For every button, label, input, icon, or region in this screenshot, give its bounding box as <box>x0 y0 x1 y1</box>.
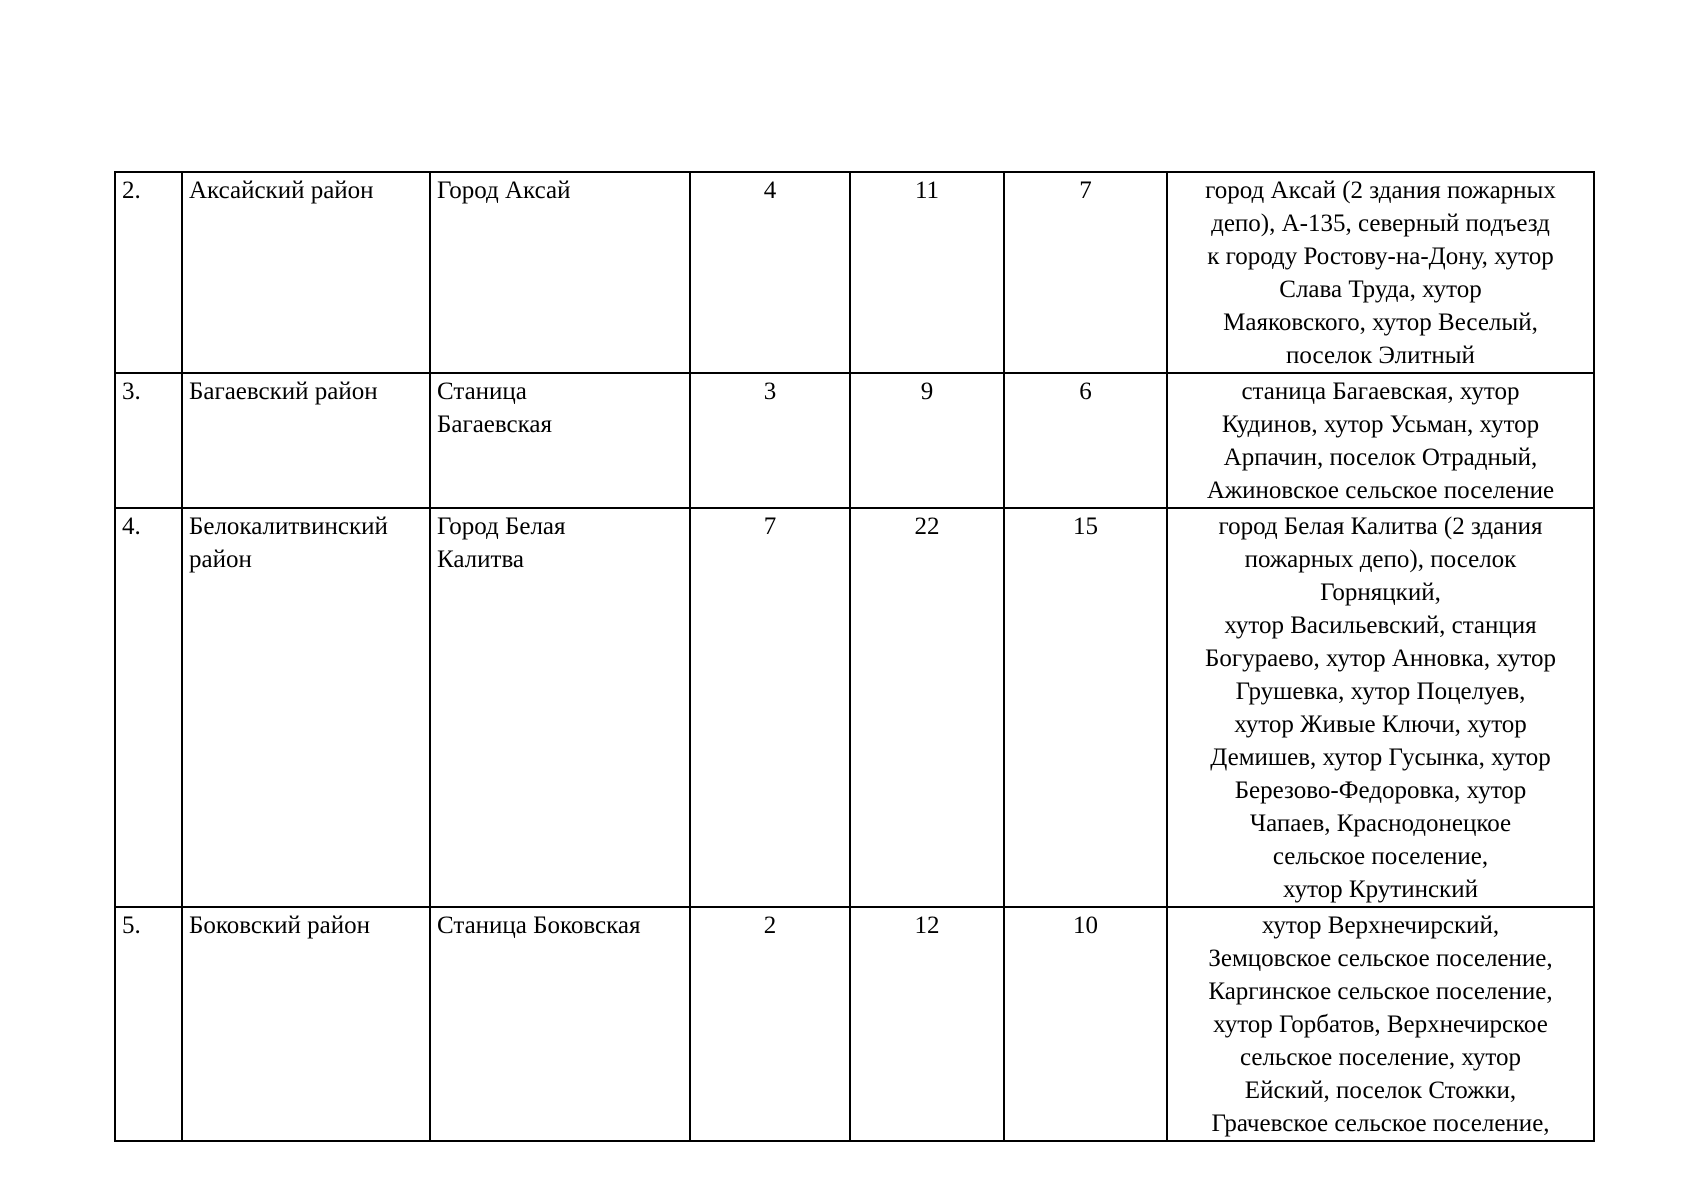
center-cell <box>430 172 690 373</box>
places-line: хутор Горбатов, Верхнечирское <box>1213 1011 1548 1038</box>
row-number <box>115 373 182 508</box>
count-c: 6 <box>1079 378 1092 405</box>
district-cell <box>182 508 430 907</box>
places-cell <box>1167 172 1594 373</box>
count-cell-a <box>690 907 850 1141</box>
center-cell <box>430 373 690 508</box>
center-line: Станица Боковская <box>437 912 641 939</box>
places-line: Богураево, хутор Анновка, хутор <box>1205 645 1556 672</box>
places-line: Грачевское сельское поселение, <box>1211 1110 1550 1137</box>
district-cell <box>182 172 430 373</box>
count-a: 3 <box>763 378 777 405</box>
places-line: хутор Васильевский, станция <box>1224 612 1537 639</box>
center-cell <box>430 907 690 1141</box>
count-cell-b <box>850 373 1004 508</box>
count-c: 15 <box>1073 513 1098 540</box>
places-line: Березово-Федоровка, хутор <box>1234 777 1527 804</box>
district-line: Белокалитвинский <box>189 513 388 540</box>
places-line: Ажиновское сельское поселение <box>1206 477 1555 504</box>
center-line: Город Белая <box>437 513 566 540</box>
district-cell <box>182 373 430 508</box>
district-cell <box>182 907 430 1141</box>
places-line: к городу Ростову-на-Дону, хутор <box>1207 243 1554 270</box>
center-line: Город Аксай <box>437 177 571 204</box>
row-number-text: 5. <box>122 912 141 939</box>
fire-stations-table <box>114 171 1595 1142</box>
places-line: город Аксай (2 здания пожарных <box>1205 177 1556 204</box>
places-line: пожарных депо), поселок <box>1244 546 1517 573</box>
count-c: 7 <box>1079 177 1092 204</box>
places-line: Горняцкий, <box>1320 579 1441 606</box>
table-row <box>115 172 1594 373</box>
count-cell-c <box>1004 373 1167 508</box>
table-row <box>115 508 1594 907</box>
count-cell-a <box>690 172 850 373</box>
count-a: 7 <box>763 513 777 540</box>
count-cell-b <box>850 172 1004 373</box>
row-number <box>115 508 182 907</box>
places-line: Каргинское сельское поселение, <box>1208 978 1553 1005</box>
places-line: депо), А-135, северный подъезд <box>1211 210 1550 237</box>
row-number-text: 2. <box>122 177 141 204</box>
places-line: хутор Крутинский <box>1283 876 1478 903</box>
count-cell-c <box>1004 508 1167 907</box>
district-line: Боковский район <box>189 912 370 939</box>
count-cell-a <box>690 373 850 508</box>
places-line: Земцовское сельское поселение, <box>1208 945 1553 972</box>
count-b: 11 <box>914 177 940 204</box>
row-number-text: 3. <box>122 378 141 405</box>
places-cell <box>1167 508 1594 907</box>
table-row <box>115 907 1594 1141</box>
table-body <box>115 172 1594 1141</box>
row-number <box>115 907 182 1141</box>
count-cell-b <box>850 508 1004 907</box>
count-cell-b <box>850 907 1004 1141</box>
count-a: 2 <box>763 912 777 939</box>
count-cell-c <box>1004 172 1167 373</box>
places-line: Ейский, поселок Стожки, <box>1244 1077 1517 1104</box>
places-line: Арпачин, поселок Отрадный, <box>1223 444 1538 471</box>
district-line: Багаевский район <box>189 378 378 405</box>
places-line: поселок Элитный <box>1286 342 1475 369</box>
district-line: район <box>189 546 252 573</box>
places-line: Маяковского, хутор Веселый, <box>1223 309 1538 336</box>
count-b: 9 <box>920 378 934 405</box>
count-b: 12 <box>914 912 940 939</box>
center-line: Станица <box>437 378 527 405</box>
places-line: хутор Верхнечирский, <box>1261 912 1500 939</box>
places-line: сельское поселение, хутор <box>1239 1044 1522 1071</box>
center-line: Багаевская <box>437 411 553 438</box>
table-row <box>115 373 1594 508</box>
places-line: Грушевка, хутор Поцелуев, <box>1235 678 1526 705</box>
places-line: Демишев, хутор Гусынка, хутор <box>1210 744 1551 771</box>
center-cell <box>430 508 690 907</box>
places-line: хутор Живые Ключи, хутор <box>1234 711 1527 738</box>
places-cell <box>1167 373 1594 508</box>
count-cell-a <box>690 508 850 907</box>
places-line: Слава Труда, хутор <box>1279 276 1482 303</box>
places-line: станица Багаевская, хутор <box>1241 378 1520 405</box>
places-line: Кудинов, хутор Усьман, хутор <box>1221 411 1540 438</box>
count-b: 22 <box>914 513 940 540</box>
count-a: 4 <box>763 177 777 204</box>
row-number <box>115 172 182 373</box>
places-line: сельское поселение, <box>1272 843 1489 870</box>
count-cell-c <box>1004 907 1167 1141</box>
district-line: Аксайский район <box>189 177 374 204</box>
places-line: Чапаев, Краснодонецкое <box>1249 810 1512 837</box>
center-line: Калитва <box>437 546 525 573</box>
count-c: 10 <box>1073 912 1098 939</box>
places-cell <box>1167 907 1594 1141</box>
row-number-text: 4. <box>122 513 141 540</box>
places-line: город Белая Калитва (2 здания <box>1218 513 1543 540</box>
